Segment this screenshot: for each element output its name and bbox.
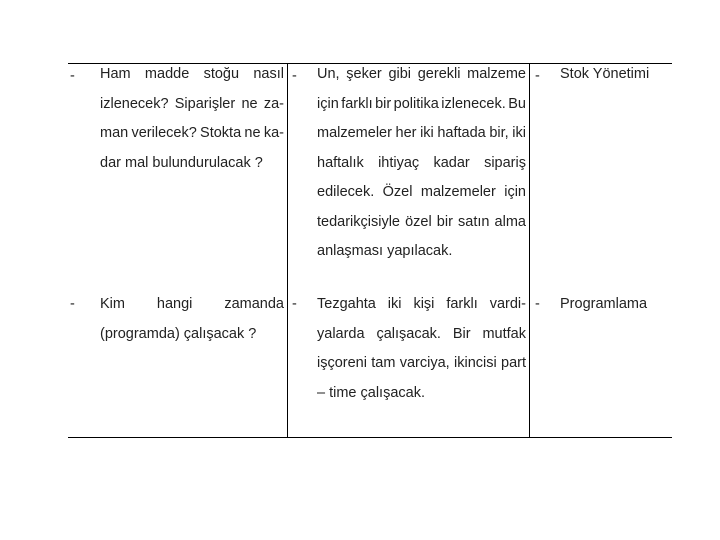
row1-answer-line-1: Un, şeker gibi gerekli malzeme bbox=[317, 66, 526, 82]
row1-answer-line-3: malzemeler her iki haftada bir, iki bbox=[317, 125, 526, 141]
row1-area-label: Stok Yönetimi bbox=[560, 66, 650, 82]
row1-answer-dash: - bbox=[292, 68, 297, 84]
row2-answer-cell bbox=[317, 290, 526, 408]
row1-answer-line-6: tedarikçisiyle özel bir satın alma bbox=[317, 213, 526, 230]
row2-answer-line-4: – time çalışacak. bbox=[317, 384, 425, 401]
row2-question-dash: - bbox=[70, 296, 75, 312]
row1-question-cell bbox=[100, 60, 284, 178]
row1-answer-line-5: edilecek. Özel malzemeler için bbox=[317, 184, 526, 200]
row2-answer-line-2: yalarda çalışacak. Bir mutfak bbox=[317, 325, 526, 342]
row2-answer-dash: - bbox=[292, 296, 297, 312]
row1-answer-line-4: haftalık ihtiyaç kadar sipariş bbox=[317, 154, 526, 171]
row1-question-line-3: man verilecek? Stokta ne ka- bbox=[100, 125, 284, 141]
row1-question-line-2: izlenecek? Siparişler ne za- bbox=[100, 95, 284, 112]
row1-question-line-1: Ham madde stoğu nasıl bbox=[100, 66, 284, 82]
row1-answer-line-2: için farklı bir politika izlenecek. Bu bbox=[317, 95, 526, 112]
row2-answer-line-1: Tezgahta iki kişi farklı vardi- bbox=[317, 296, 526, 312]
row2-question-cell bbox=[100, 290, 284, 349]
planning-table bbox=[68, 63, 672, 438]
row2-question-line-1: Kim hangi zamanda bbox=[100, 296, 284, 312]
row2-area-label: Programlama bbox=[560, 296, 648, 312]
row1-area-dash: - bbox=[535, 68, 540, 84]
row2-area-dash: - bbox=[535, 296, 540, 312]
row1-question-line-4: dar mal bulundurulacak ? bbox=[100, 154, 263, 171]
row1-answer-line-7: anlaşması yapılacak. bbox=[317, 243, 453, 259]
row1-answer-cell bbox=[317, 60, 526, 267]
row2-question-line-2: (programda) çalışacak ? bbox=[100, 325, 257, 342]
column-divider-1 bbox=[287, 64, 288, 437]
row2-answer-line-3: işçoreni tam varciya, ikincisi part bbox=[317, 355, 526, 371]
row1-question-dash: - bbox=[70, 68, 75, 84]
column-divider-2 bbox=[529, 64, 530, 437]
